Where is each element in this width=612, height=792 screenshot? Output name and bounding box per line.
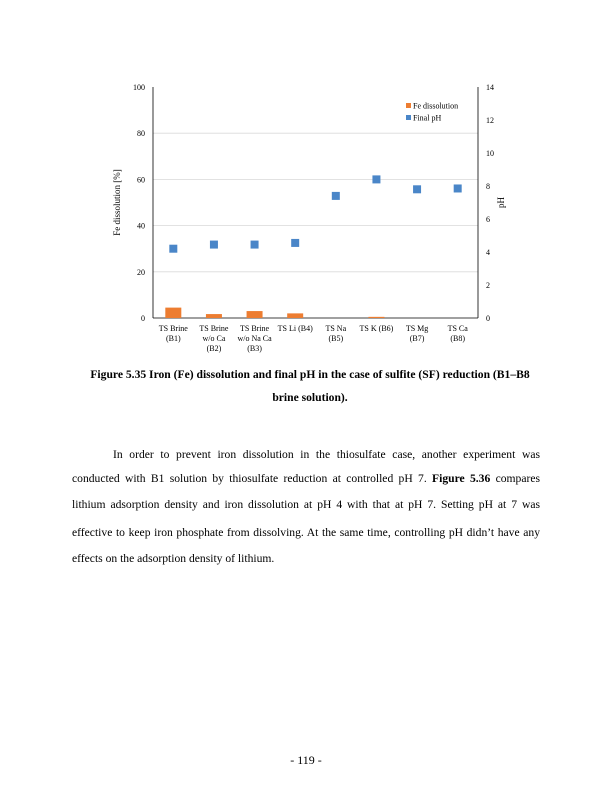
x-tick-label: TS Brine xyxy=(199,324,229,333)
paragraph-line: effects on the adsorption density of lithium. xyxy=(72,552,275,565)
fe-ph-chart xyxy=(0,0,612,370)
ph-point xyxy=(291,239,299,247)
x-tick-label: (B3) xyxy=(247,344,262,353)
ph-point xyxy=(251,241,259,249)
x-tick-label: (B7) xyxy=(409,334,425,343)
y-tick-label: 80 xyxy=(137,129,145,139)
page-number: - 119 - xyxy=(290,753,322,767)
x-tick-label: (B8) xyxy=(450,334,466,343)
paragraph-line xyxy=(72,472,540,485)
y2-tick-label: 14 xyxy=(486,83,494,92)
paragraph-line: In order to prevent iron dissolution in the thiosulfate case, another experiment was xyxy=(113,448,540,461)
fe-bar xyxy=(247,311,263,318)
legend-label-fe: Fe dissolution xyxy=(413,101,459,111)
fe-bar xyxy=(287,313,303,318)
ph-point xyxy=(413,185,421,193)
ph-point xyxy=(210,241,218,249)
y-tick-label: 0 xyxy=(141,314,145,323)
ph-point xyxy=(169,245,177,253)
y-tick-label: 60 xyxy=(137,175,145,185)
y2-axis-label: pH xyxy=(496,197,506,208)
ph-point xyxy=(454,184,462,192)
x-tick-label: (B5) xyxy=(328,334,344,343)
x-tick-label: TS Brine xyxy=(240,324,270,333)
text: compares xyxy=(490,472,540,485)
x-tick-label: TS K (B6) xyxy=(359,324,394,333)
y2-tick-label: 2 xyxy=(486,281,490,290)
y2-tick-label: 12 xyxy=(486,116,494,125)
x-tick-label: w/o Ca xyxy=(202,334,226,343)
legend-swatch-fe xyxy=(406,103,411,108)
fe-bar xyxy=(165,308,181,318)
text: conducted with B1 solution by thiosulfate reduction at controlled pH 7. xyxy=(72,472,433,485)
y-tick-label: 100 xyxy=(133,83,145,92)
x-tick-label: TS Na xyxy=(325,324,347,333)
figure-caption-line2: brine solution). xyxy=(272,391,348,404)
y2-tick-label: 8 xyxy=(486,182,490,191)
y-axis-label: Fe dissolution [%] xyxy=(112,169,122,236)
paragraph-line: lithium adsorption density and iron dissolution at pH 4 with that at pH 7. Setting pH at 7 was xyxy=(72,498,540,511)
fe-bar xyxy=(368,317,384,318)
legend-swatch-ph xyxy=(406,115,411,120)
fe-bar xyxy=(206,314,222,318)
y2-tick-label: 4 xyxy=(486,248,490,257)
ph-point xyxy=(332,192,340,200)
figure-reference: Figure 5.36 xyxy=(432,472,491,485)
x-tick-label: (B2) xyxy=(206,344,222,353)
ph-point xyxy=(372,175,380,183)
y2-tick-label: 10 xyxy=(486,149,494,158)
y2-tick-label: 0 xyxy=(486,314,490,323)
x-tick-label: TS Mg xyxy=(405,324,429,333)
x-tick-label: w/o Na Ca xyxy=(237,334,272,343)
x-tick-label: TS Ca xyxy=(447,324,468,333)
x-tick-label: TS Li (B4) xyxy=(277,324,313,333)
x-tick-label: TS Brine xyxy=(158,324,188,333)
y-tick-label: 20 xyxy=(137,267,145,277)
figure-caption-line1: Figure 5.35 Iron (Fe) dissolution and final pH in the case of sulfite (SF) reduction (B1–B8 xyxy=(90,368,530,381)
legend-label-ph: Final pH xyxy=(413,113,442,123)
paragraph-line: effective to keep iron phosphate from dissolving. At the same time, controlling pH didn’t have any xyxy=(72,526,540,539)
x-tick-label: (B1) xyxy=(165,334,181,343)
y-tick-label: 40 xyxy=(137,221,145,231)
y2-tick-label: 6 xyxy=(486,215,490,224)
